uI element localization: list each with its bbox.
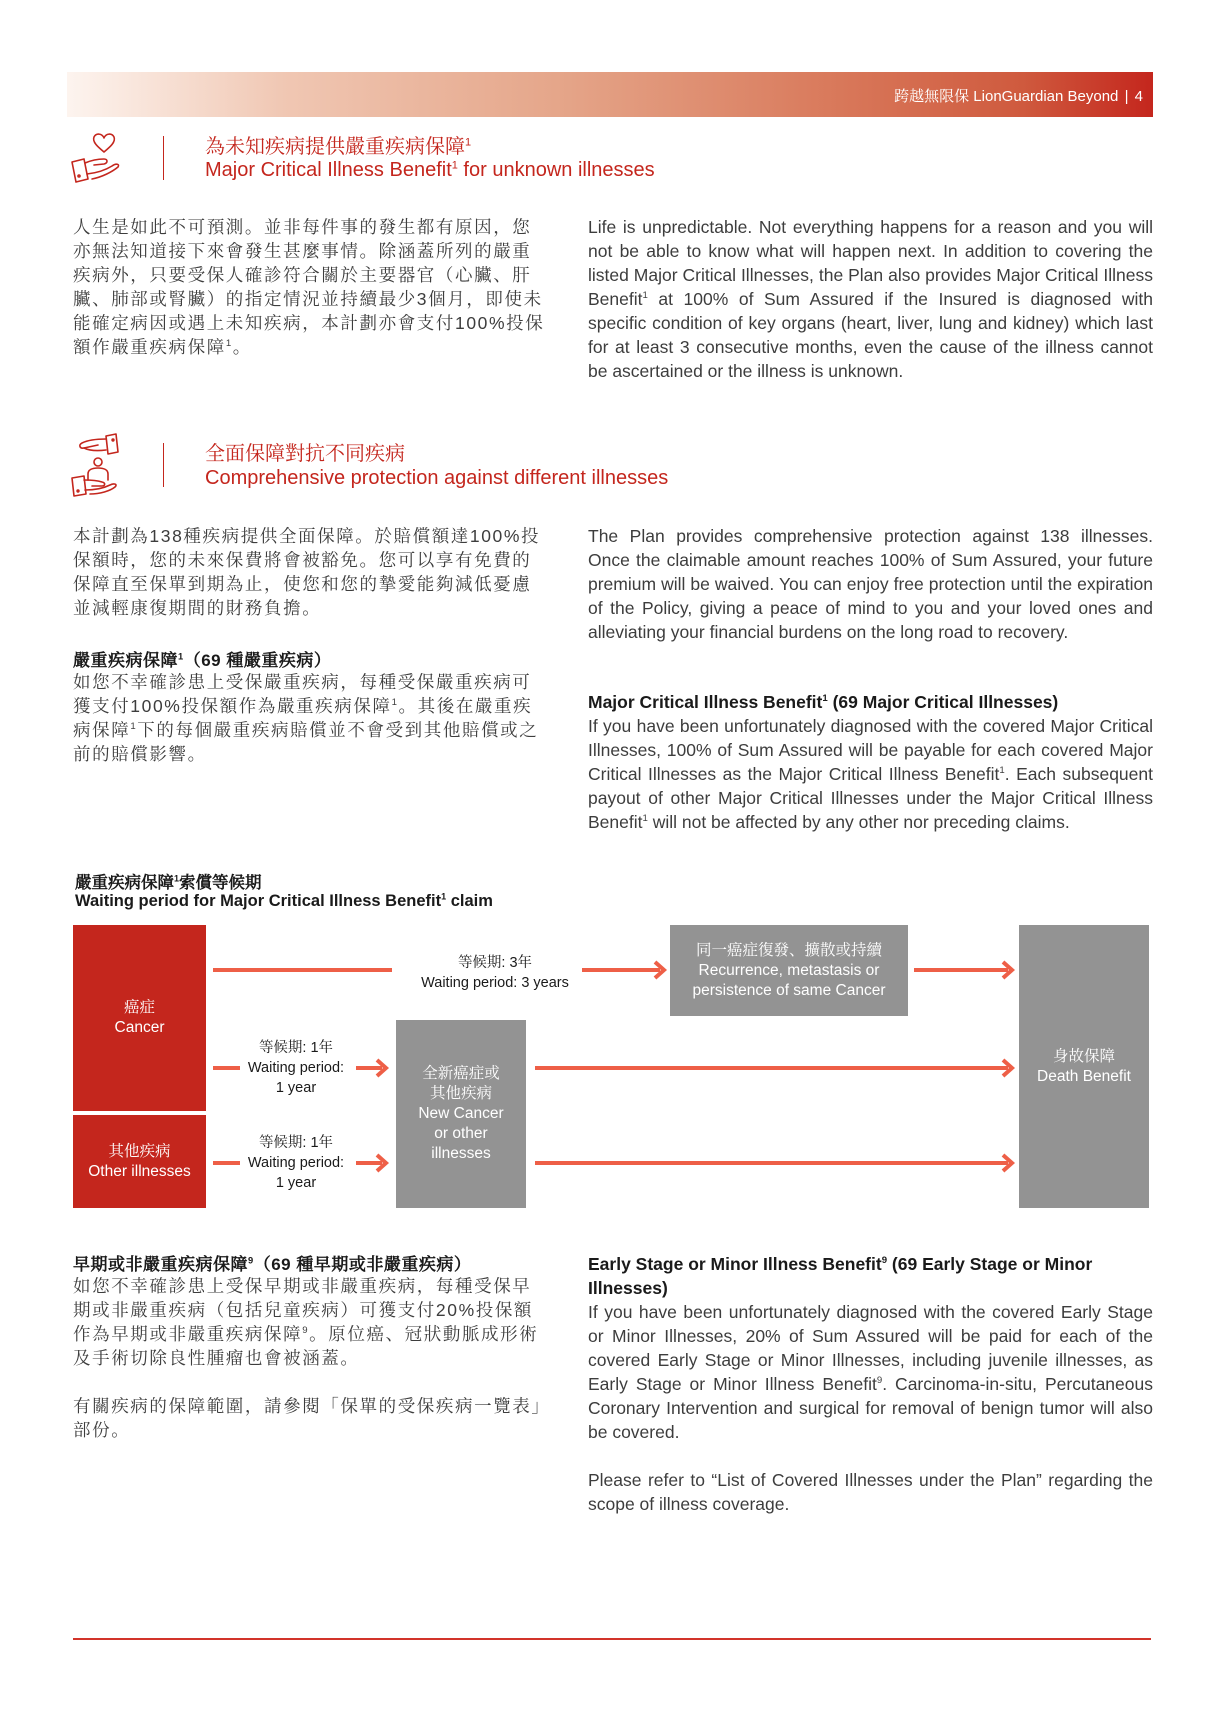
recurrence-box [670, 925, 908, 1016]
arrow-head-icon [1000, 960, 1016, 980]
heading-text: (69 Major Critical Illnesses) [827, 692, 1059, 712]
running-header [894, 85, 1143, 106]
arrow-head-icon [1000, 1153, 1016, 1173]
footnote-ref: 1 [174, 873, 180, 884]
title-text: Waiting period for Major Critical Illness Benefit [75, 892, 442, 910]
body-text: . Each subsequent payout of other Major Critical Illnesses under the Major Critical Illness Benefit [588, 764, 1153, 832]
diagram-title-zh [75, 869, 262, 893]
body-text: 如您不幸確診患上受保早期或非嚴重疾病，每種受保早期或非嚴重疾病（包括兒童疾病）可獲支付20%投保額作為早期或非嚴重疾病保障 [73, 1276, 534, 1344]
footnote-ref: 1 [999, 765, 1005, 777]
arrow-head-icon [1000, 1058, 1016, 1078]
arrow-head-icon [374, 1153, 390, 1173]
heart-in-hand-icon [68, 126, 128, 186]
title-text: for unknown illnesses [457, 159, 655, 181]
body-text: will not be affected by any other nor preceding claims. [647, 812, 1070, 832]
body-text: If you have been unfortunately diagnosed with the covered Major Critical Illnesses, 100% of Sum Assured will be payable for each covered Major Critical Illnesses as the Major Critical Illness Benefit [588, 716, 1153, 784]
arrow-head-icon [652, 960, 668, 980]
body-text: 。 [232, 337, 252, 357]
waiting-3-years-label [410, 953, 580, 993]
connector-line [535, 1161, 1008, 1165]
box-label-zh: 身故保障 [1052, 1047, 1115, 1065]
coverage-reference-zh: 有關疾病的保障範圍，請參閱「保單的受保疾病一覽表」部份。 [73, 1396, 542, 1440]
body-text: 下的每個嚴重疾病賠償並不會受到其他賠償或之前的賠償影響。 [73, 720, 539, 764]
connector-line [914, 968, 1008, 972]
mci-heading-zh [73, 646, 331, 671]
wait-en: 1 year [275, 1175, 317, 1191]
body-text: 。原位癌、冠狀動脈成形術及手術切除良性腫瘤也會被涵蓋。 [73, 1324, 539, 1368]
wait-zh: 等候期: 1年 [258, 1040, 334, 1056]
box-label-en: Death Benefit [1037, 1067, 1131, 1085]
title-text: 為未知疾病提供嚴重疾病保障 [205, 136, 465, 158]
title-text: 嚴重疾病保障 [75, 874, 174, 892]
waiting-1-year-label [240, 1038, 352, 1098]
connector-line [356, 1066, 382, 1070]
box-label-en: Cancer [114, 1019, 165, 1036]
box-label-zh: 其他疾病 [429, 1085, 492, 1102]
connector-line [582, 968, 660, 972]
box-label-en: persistence of same Cancer [692, 981, 886, 999]
box-label-zh: 同一癌症復發、擴散或持續 [695, 941, 882, 959]
footnote-ref: 9 [876, 1375, 883, 1387]
section2-title-zh: 全面保障對抗不同疾病 [205, 443, 405, 465]
mci-body-en [588, 714, 1153, 834]
header-bar [67, 72, 1153, 117]
product-name-zh: 跨越無限保 [894, 88, 970, 105]
title-text: 索償等候期 [179, 874, 262, 892]
footnote-ref: 1 [391, 697, 399, 709]
title-text: claim [446, 892, 493, 910]
body-text: Life is unpredictable. Not everything happens for a reason and you will not be able to know what will happen next. In addition to covering the listed Major Critical Illnesses, the Plan also provides Major Critical Illness Benefit [588, 217, 1153, 309]
mci-heading-en [588, 690, 1153, 714]
connector-line [213, 1066, 240, 1070]
heading-text: 早期或非嚴重疾病保障 [73, 1255, 248, 1274]
box-label-en: New Cancer [418, 1105, 504, 1122]
footnote-ref: 1 [130, 721, 138, 733]
early-stage-heading-zh [73, 1250, 471, 1275]
footer-rule [73, 1638, 1151, 1640]
body-text: 。其後在嚴重疾病保障 [73, 696, 533, 740]
wait-zh: 等候期: 3年 [457, 955, 533, 971]
wait-zh: 等候期: 1年 [258, 1135, 334, 1151]
wait-en: Waiting period: 3 years [421, 975, 569, 991]
new-cancer-box [396, 1020, 526, 1208]
footnote-ref: 1 [451, 159, 458, 172]
page-number: 4 [1134, 88, 1143, 105]
box-label-zh: 全新癌症或 [422, 1065, 500, 1082]
body-text: 人生是如此不可預測。並非每件事的發生都有原因，您亦無法知道接下來會發生甚麼事情。除涵蓋所列的嚴重疾病外，只要受保人確診符合關於主要器官（心臟、肝臟、肺部或腎臟）的指定情況並持續最少3個月，即使未能確定病因或遇上未知疾病，本計劃亦會支付100%投保額作嚴重疾病保障 [73, 217, 545, 357]
box-label-en: Other illnesses [88, 1162, 191, 1180]
heading-text: 嚴重疾病保障 [73, 651, 178, 670]
arrow-head-icon [374, 1058, 390, 1078]
footnote-ref: 9 [302, 1325, 310, 1337]
footnote-ref: 9 [881, 1255, 888, 1267]
early-stage-heading-en [588, 1252, 1153, 1300]
footnote-ref: 1 [822, 693, 828, 705]
death-benefit-box [1019, 925, 1149, 1208]
footnote-ref: 1 [465, 136, 472, 149]
cancer-box [73, 925, 206, 1111]
protecting-hands-person-icon [68, 430, 128, 500]
heading-text: (69 Early Stage or Minor Illnesses) [588, 1254, 1093, 1298]
heading-text: （69 種嚴重疾病） [183, 651, 332, 670]
coverage-reference-en: Please refer to “List of Covered Illnesses under the Plan” regarding the scope of illness coverage. [588, 1470, 1153, 1514]
box-label-en: or other [434, 1125, 488, 1142]
mci-body-zh [73, 670, 549, 766]
early-stage-body-en [588, 1300, 1153, 1444]
section1-title-en [205, 159, 655, 182]
wait-en: 1 year [275, 1080, 317, 1096]
heading-text: Major Critical Illness Benefit [588, 692, 823, 712]
connector-line [535, 1066, 1008, 1070]
header-separator: | [1124, 88, 1129, 105]
section1-body-en [588, 215, 1153, 383]
section-divider [163, 443, 164, 487]
box-label-zh: 癌症 [123, 999, 155, 1016]
product-name-en: LionGuardian Beyond [973, 88, 1119, 105]
connector-line [213, 968, 392, 972]
footnote-ref: 1 [441, 891, 447, 902]
footnote-ref: 1 [225, 338, 233, 350]
body-text: If you have been unfortunately diagnosed with the covered Early Stage or Minor Illnesses, 20% of Sum Assured will be paid for each of the covered Early Stage or Minor Illnesses, including juvenile illnesses, as Early Stage or Minor Illness Benefit [588, 1302, 1153, 1394]
section2-title-en: Comprehensive protection against different illnesses [205, 467, 669, 489]
section-divider [163, 136, 164, 180]
early-stage-body-zh [73, 1274, 549, 1370]
footnote-ref: 9 [248, 1255, 254, 1266]
body-text: . Carcinoma-in-situ, Percutaneous Coronary Intervention and surgical for removal of benign tumor will also be covered. [588, 1374, 1153, 1442]
diagram-title-en [75, 892, 493, 911]
box-label-zh: 其他疾病 [108, 1142, 171, 1160]
section1-title-zh [205, 130, 471, 159]
footnote-ref: 1 [178, 651, 184, 662]
box-label-en: illnesses [431, 1145, 491, 1162]
connector-line [213, 1161, 240, 1165]
title-text: Major Critical Illness Benefit [205, 159, 452, 181]
footnote-ref: 1 [642, 813, 648, 825]
body-text: at 100% of Sum Assured if the Insured is diagnosed with specific condition of key organs (heart, liver, lung and kidney) which last for at least 3 consecutive months, even the cause of the illness cannot be ascertained or the illness is unknown. [588, 289, 1153, 381]
box-label-en: Recurrence, metastasis or [698, 961, 880, 979]
heading-text: Early Stage or Minor Illness Benefit [588, 1254, 882, 1274]
body-text: 如您不幸確診患上受保嚴重疾病，每種受保嚴重疾病可獲支付100%投保額作為嚴重疾病保障 [73, 672, 532, 716]
wait-en: Waiting period: [247, 1155, 345, 1171]
heading-text: （69 種早期或非嚴重疾病） [253, 1255, 472, 1274]
wait-en: Waiting period: [247, 1060, 345, 1076]
connector-line [356, 1161, 382, 1165]
section2-body-en: The Plan provides comprehensive protection against 138 illnesses. Once the claimable amount reaches 100% of Sum Assured, your future premium will be waived. You can enjoy free protection until the expiration of the Policy, giving a peace of mind to you and your loved ones and alleviating your financial burdens on the long road to recovery. [588, 526, 1153, 642]
footnote-ref: 1 [642, 290, 648, 302]
section2-body-zh: 本計劃為138種疾病提供全面保障。於賠償額達100%投保額時，您的未來保費將會被豁免。您可以享有免費的保障直至保單到期為止，使您和您的摯愛能夠減低憂慮並減輕康復期間的財務負擔。 [73, 526, 541, 618]
waiting-1-year-label [240, 1133, 352, 1193]
section1-body-zh [73, 215, 549, 359]
other-illnesses-box [73, 1115, 206, 1208]
